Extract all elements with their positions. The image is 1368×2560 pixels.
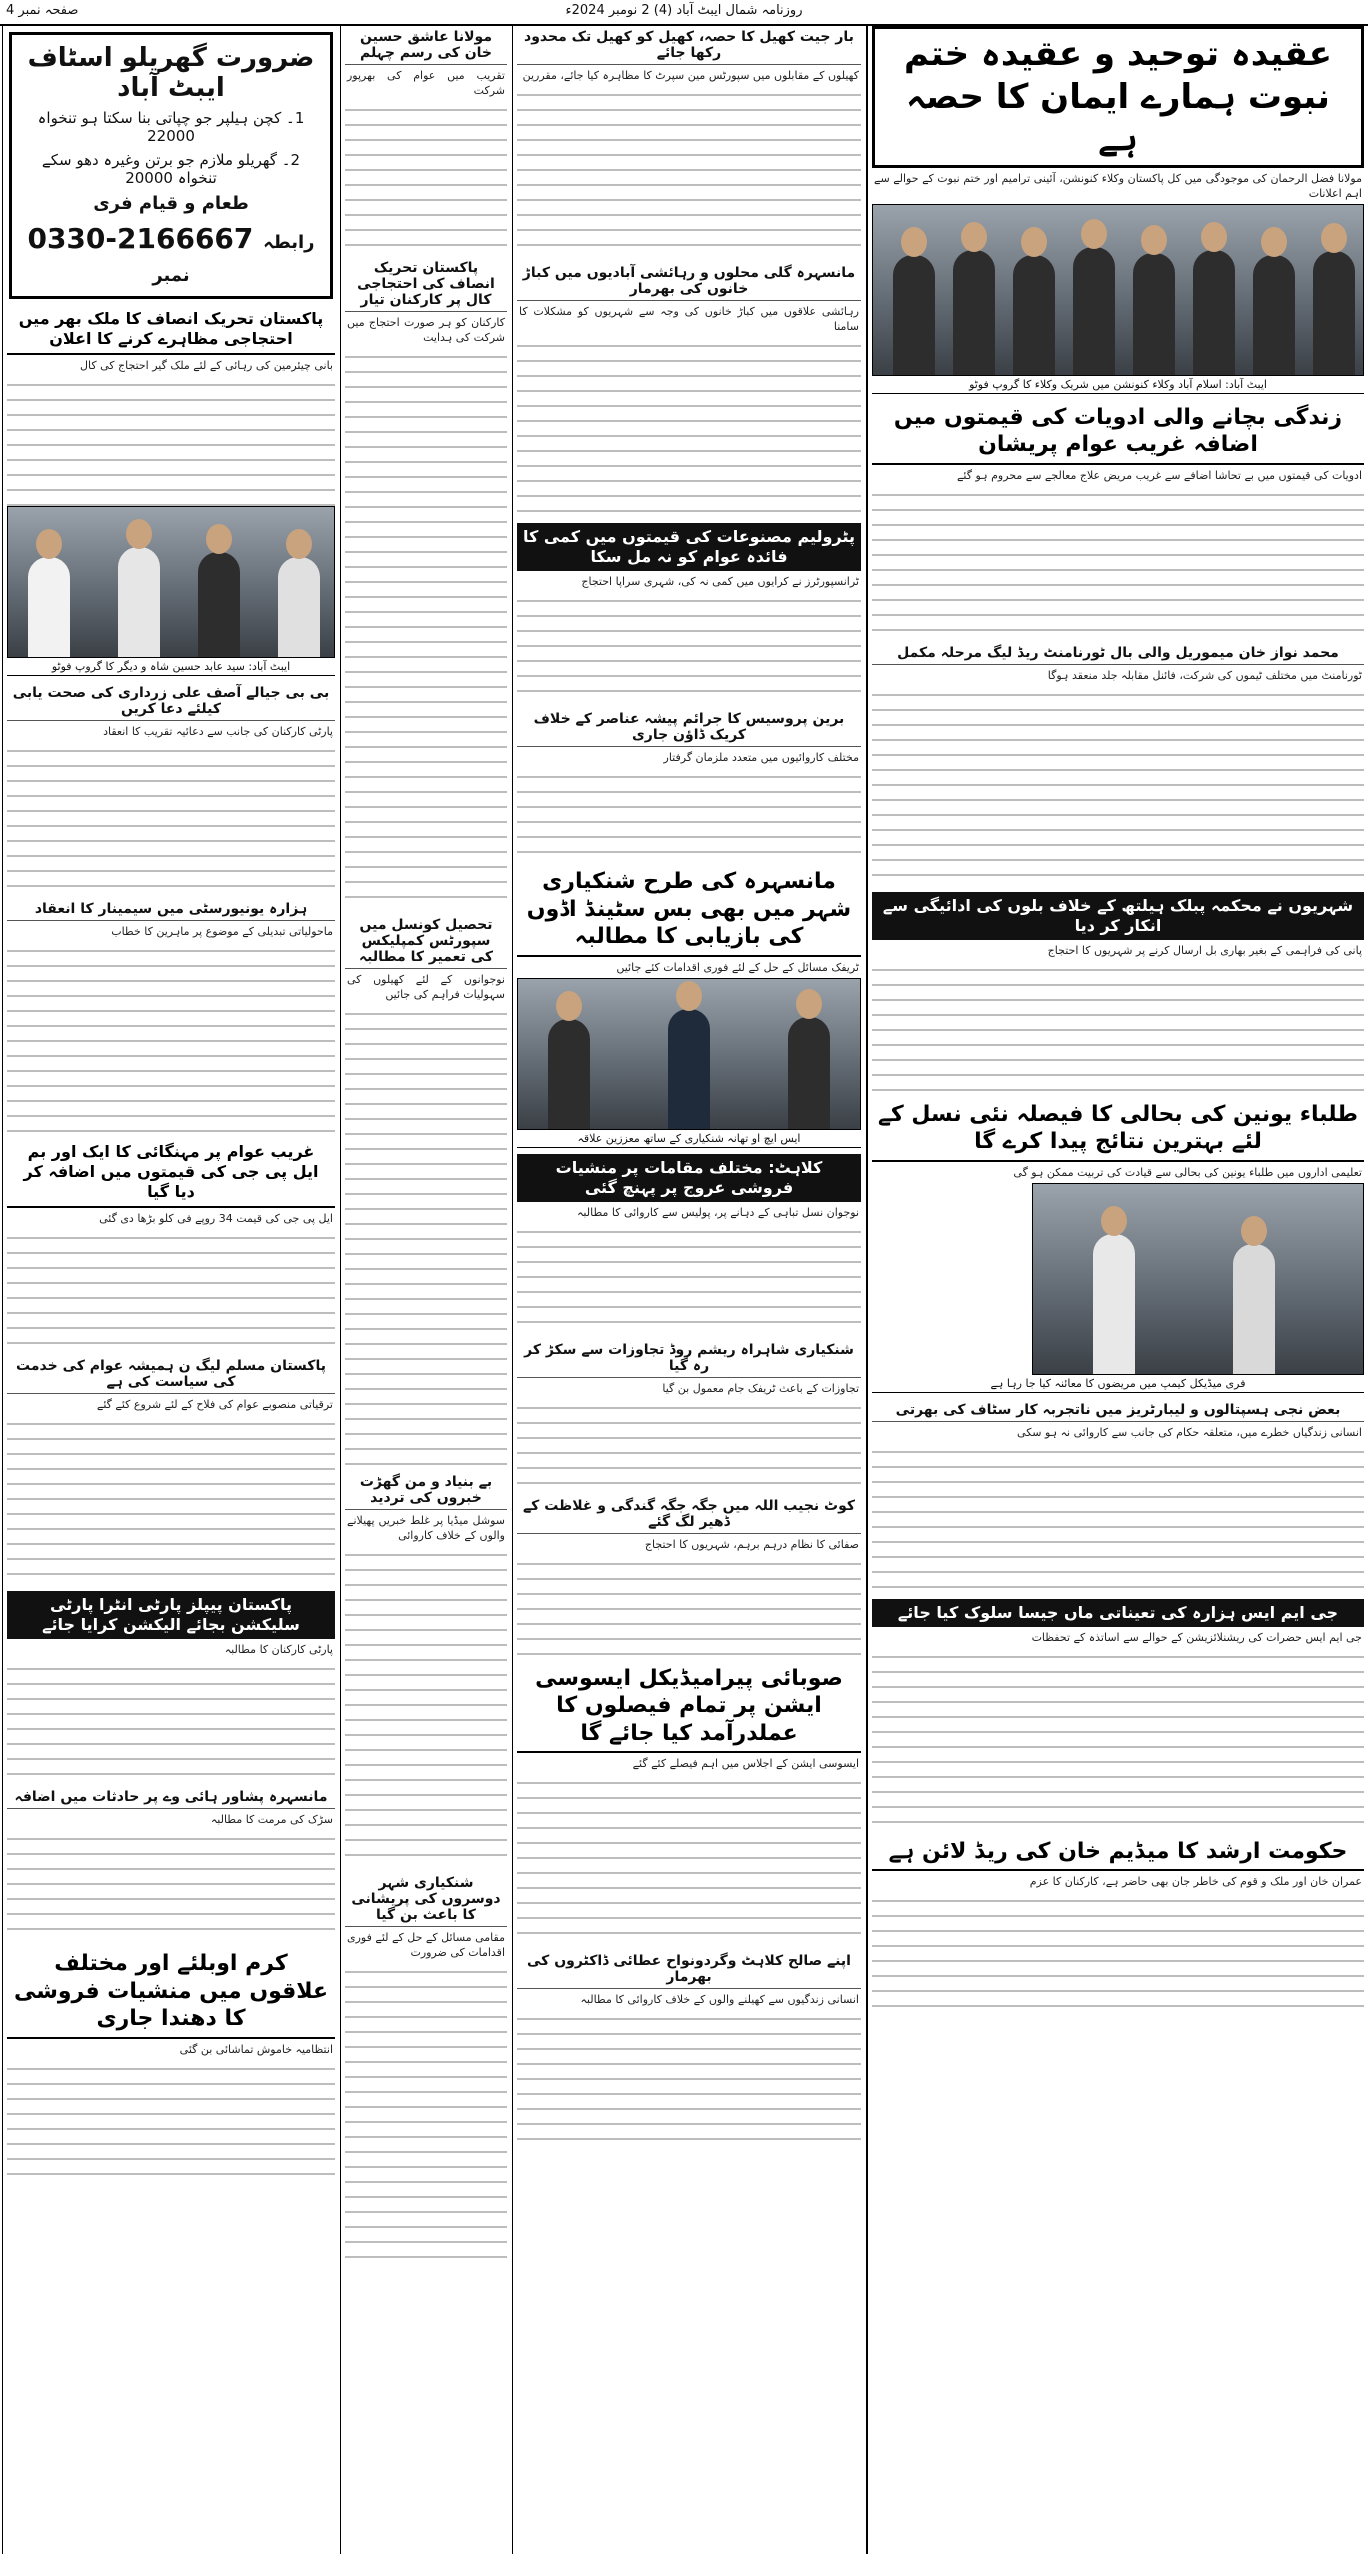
- headline: بی بی جیالے آصف علی زرداری کی صحت یابی کیلئے دعا کریں: [7, 682, 335, 721]
- article-body: پانی کی فراہمی کے بغیر بھاری بل ارسال کرنے پر شہریوں کا احتجاج: [1047, 943, 1362, 957]
- headline: پاکستان مسلم لیگ ن ہمیشہ عوام کی خدمت کی سیاست کی ہے: [7, 1355, 335, 1394]
- article-body: سڑک کی مرمت کا مطالبہ: [210, 1813, 333, 1826]
- page-header: [0, 0, 1368, 26]
- article-1: [872, 26, 1364, 394]
- headline: جی ایم ایس ہزارہ کی تعیناتی ماں جیسا سلوک کیا جائے: [872, 1599, 1364, 1627]
- ad-contact: [20, 222, 322, 288]
- headline: برین پروسیس کا جرائم پیشہ عناصر کے خلاف کریک ڈاؤن جاری: [517, 708, 861, 747]
- article-body: ایسوسی ایشن کے اجلاس میں اہم فیصلے کئے گئے: [632, 1757, 859, 1770]
- article-body: تقریب میں عوام کی بھرپور شرکت: [347, 69, 505, 97]
- article-body: مقامی مسائل کے حل کے لئے فوری اقدامات کی ضرورت: [347, 1931, 505, 1959]
- article-1: [517, 26, 861, 256]
- headline: بعض نجی ہسپتالوں و لیبارٹریز میں ناتجربہ کار سٹاف کی بھرتی: [872, 1399, 1364, 1422]
- article-3: [517, 523, 861, 702]
- article-body: رہائشی علاقوں میں کباڑ خانوں کی وجہ سے شہریوں کو مشکلات کا سامنا: [519, 305, 859, 333]
- article-2: [872, 400, 1364, 636]
- ad-title: ضرورت گھریلو اسٹاف ایبٹ آباد: [27, 43, 315, 103]
- headline: کوٹ نجیب اللہ میں جگہ جگہ گندگی و غلاظت کے ڈھیر لگ گئے: [517, 1495, 861, 1534]
- folio: صفحہ نمبر 4: [6, 3, 79, 18]
- headline: شہریوں نے محکمہ پبلک ہیلتھ کے خلاف بلوں کی ادائیگی سے انکار کر دیا: [872, 892, 1364, 940]
- article-4: [345, 1471, 507, 1866]
- headline: مولانا عاشق حسین خان کی رسم چہلم: [345, 26, 507, 65]
- article-3: [345, 914, 507, 1465]
- column-2: [512, 26, 865, 2554]
- headline: بے بنیاد و من گھڑت خبروں کی تردید: [345, 1471, 507, 1510]
- ad-line-2: 2۔ گھریلو ملازم جو برتن وغیرہ دھو سکے تنخواہ 20000: [41, 151, 301, 187]
- article-5: [7, 1355, 335, 1585]
- article-6: [872, 1399, 1364, 1593]
- headline: پاکستان پیپلز پارٹی انٹرا پارٹی سلیکشن بجائے الیکشن کرایا جائے: [7, 1591, 335, 1639]
- article-body: ترقیاتی منصوبے عوام کی فلاح کے لئے شروع کئے گئے: [96, 1398, 333, 1411]
- article-5: [517, 864, 861, 1148]
- ad-line-1: 1۔ کچن ہیلپر جو چپاتی بنا سکتا ہو تنخواہ 22000: [37, 109, 305, 145]
- photo-caption: فری میڈیکل کیمپ میں مریضوں کا معائنہ کیا جا رہا ہے: [872, 1375, 1364, 1393]
- article-body: جی ایم ایس حضرات کی ریشنلائزیشن کے حوالے سے اساتذہ کے تحفظات: [1031, 1630, 1362, 1644]
- group-photo: [872, 204, 1364, 376]
- article-6: [7, 1591, 335, 1780]
- article-body: ماحولیاتی تبدیلی کے موضوع پر ماہرین کا خطاب: [111, 925, 333, 938]
- article-8: [7, 1946, 335, 2180]
- article-3: [7, 898, 335, 1132]
- article-body: پارٹی کارکنان کا مطالبہ: [224, 1643, 333, 1656]
- photo-caption: ایبٹ آباد: سید عابد حسین شاہ و دیگر کا گروپ فوٹو: [7, 658, 335, 676]
- article-body: نوجوان نسل تباہی کے دہانے پر، پولیس سے کاروائی کا مطالبہ: [576, 1205, 859, 1219]
- article-10: [517, 1950, 861, 2150]
- headline: پاکستان تحریک انصاف کی احتجاجی کال پر کارکنان تیار: [345, 257, 507, 312]
- headline: ہزارہ یونیورسٹی میں سیمینار کا انعقاد: [7, 898, 335, 921]
- article-body: کارکنان کو ہر صورت احتجاج میں شرکت کی ہدایت: [347, 316, 505, 344]
- medical-camp-photo: [1032, 1183, 1364, 1375]
- article-body: انسانی زندگیاں خطرے میں، متعلقہ حکام کی جانب سے کاروائی نہ ہو سکی: [1017, 1425, 1362, 1439]
- column-3: [340, 26, 511, 2554]
- article-body: صفائی کا نظام درہم برہم، شہریوں کا احتجاج: [644, 1537, 859, 1551]
- article-2: [517, 262, 861, 517]
- article-body: انسانی زندگیوں سے کھیلنے والوں کے خلاف کاروائی کا مطالبہ: [580, 1993, 859, 2006]
- article-body: سوشل میڈیا پر غلط خبریں پھیلانے والوں کے خلاف کاروائی: [347, 1514, 505, 1542]
- article-8: [517, 1495, 861, 1655]
- article-body: نوجوانوں کے لئے کھیلوں کی سہولیات فراہم کی جائیں: [347, 973, 505, 1001]
- article-1: [7, 305, 335, 676]
- headline: شنکیاری شاہراہ ریشم روڈ تجاوزات سے سکڑ کر رہ گیا: [517, 1339, 861, 1378]
- dateline: روزنامہ شمال ایبٹ آباد (4) 2 نومبر 2024ء: [565, 3, 803, 18]
- article-body: انتظامیہ خاموش تماشائی بن گئی: [179, 2042, 333, 2056]
- headline: تحصیل کونسل میں سپورٹس کمپلیکس کی تعمیر کا مطالبہ: [345, 914, 507, 969]
- article-body: مختلف کاروائیوں میں متعدد ملزمان گرفتار: [663, 751, 859, 764]
- column-1: [866, 26, 1368, 2554]
- article-7: [517, 1339, 861, 1489]
- article-4: [517, 708, 861, 858]
- article-4: [872, 892, 1364, 1091]
- headline: زندگی بچانے والی ادویات کی قیمتوں میں اضافہ غریب عوام پریشان: [872, 400, 1364, 465]
- article-7: [7, 1786, 335, 1940]
- headline: مانسہرہ پشاور ہائی وے پر حادثات میں اضافہ: [7, 1786, 335, 1809]
- article-6: [517, 1154, 861, 1333]
- headline: بار جیت کھیل کا حصہ، کھیل کو کھیل تک محدود رکھا جائے: [517, 26, 861, 65]
- photo-caption: ایس ایچ او تھانہ شنکیاری کے ساتھ معززین علاقہ: [517, 1130, 861, 1148]
- ad-line-3: طعام و قیام فری: [93, 193, 249, 214]
- article-body: مولانا فضل الرحمان کی موجودگی میں کل پاکستان وکلاء کنونشن، آئینی ترامیم اور ختم نبوت کے حوالے سے اہم اعلانات: [874, 171, 1362, 200]
- article-1: [345, 26, 507, 251]
- headline: اپنے صالح کلاہٹ وگردونواح عطائی ڈاکٹروں کی بھرمار: [517, 1950, 861, 1989]
- ad-phone: 0330-2166667: [27, 222, 254, 255]
- article-body: عمران خان اور ملک و قوم کی خاطر جان بھی حاضر ہے، کارکنان کا عزم: [1029, 1875, 1362, 1888]
- article-body: پارٹی کارکنان کی جانب سے دعائیہ تقریب کا انعقاد: [103, 725, 333, 738]
- article-5: [872, 1097, 1364, 1393]
- article-9: [517, 1661, 861, 1945]
- headline: پاکستان تحریک انصاف کا ملک بھر میں احتجاجی مظاہرے کرنے کا اعلان: [7, 305, 335, 355]
- headline: کرم اوبلئے اور مختلف علاقوں میں منشیات فروشی کا دھندا جاری: [7, 1946, 335, 2039]
- headline: مانسہرہ کی طرح شنکیاری شہر میں بھی بس سٹینڈ اڈوں کی بازیابی کا مطالبہ: [517, 864, 861, 957]
- article-body: تعلیمی اداروں میں طلباء یونین کی بحالی سے قیادت کی تربیت ممکن ہو گی: [1013, 1165, 1362, 1179]
- police-photo: [517, 978, 861, 1130]
- headline: غریب عوام پر مہنگائی کا ایک اور بم ایل پی جی کی قیمتوں میں اضافہ کر دیا گیا: [7, 1138, 335, 1208]
- article-body: تجاوزات کے باعث ٹریفک جام معمول بن گیا: [662, 1381, 859, 1395]
- article-7: [872, 1599, 1364, 1828]
- headline: طلباء یونین کی بحالی کا فیصلہ نئی نسل کے لئے بہترین نتائج پیدا کرے گا: [872, 1097, 1364, 1162]
- classified-ad: [9, 32, 333, 299]
- article-body: ٹورنامنٹ میں مختلف ٹیموں کی شرکت، فائنل مقابلہ جلد منعقد ہوگا: [1047, 668, 1362, 682]
- article-body: ٹریفک مسائل کے حل کے لئے فوری اقدامات کئے جائیں: [616, 960, 859, 974]
- article-2: [7, 682, 335, 892]
- article-4: [7, 1138, 335, 1349]
- headline: مانسہرہ گلی محلوں و رہائشی آبادیوں میں کباڑ خانوں کی بھرمار: [517, 262, 861, 301]
- article-2: [345, 257, 507, 908]
- group-photo: [7, 506, 335, 658]
- headline: کلاہٹ: مختلف مقامات پر منشیات فروشی عروج پر پہنچ گئی: [517, 1154, 861, 1202]
- headline: صوبائی پیرامیڈیکل ایسوسی ایشن پر تمام فیصلوں کا عملدرآمد کیا جائے گا: [517, 1661, 861, 1754]
- headline: عقیدہ توحید و عقیدہ ختم نبوت ہمارے ایمان کا حصہ ہے: [872, 26, 1364, 168]
- article-3: [872, 642, 1364, 886]
- headline: شنکیاری شہر دوسروں کی پریشانی کا باعث بن گیا: [345, 1872, 507, 1927]
- article-body: ادویات کی قیمتوں میں بے تحاشا اضافے سے غریب مریض علاج معالجے سے محروم ہو گئے: [956, 468, 1362, 482]
- article-body: بانی چیئرمین کی رہائی کے لئے ملک گیر احتجاج کی کال: [80, 359, 333, 372]
- ad-contact-label: رابطہ نمبر: [152, 232, 315, 286]
- headline: محمد نواز خان میموریل والی بال ٹورنامنٹ ریڈ لیگ مرحلہ مکمل: [872, 642, 1364, 665]
- article-body: ایل پی جی کی قیمت 34 روپے فی کلو بڑھا دی گئی: [99, 1212, 333, 1225]
- article-body: ٹرانسپورٹرز نے کرایوں میں کمی نہ کی، شہری سراپا احتجاج: [581, 575, 859, 588]
- headline: پٹرولیم مصنوعات کی قیمتوں میں کمی کا فائدہ عوام کو نہ مل سکا: [517, 523, 861, 571]
- column-4: [2, 26, 339, 2554]
- article-8: [872, 1834, 1364, 2013]
- article-body: کھیلوں کے مقابلوں میں سپورٹس مین سپرٹ کا مظاہرہ کیا جائے، مقررین: [522, 69, 859, 82]
- headline: حکومت ارشد کا میڈیم خان کی ریڈ لائن ہے: [872, 1834, 1364, 1872]
- article-5: [345, 1872, 507, 2263]
- photo-caption: ایبٹ آباد: اسلام آباد وکلاء کنونشن میں شریک وکلاء کا گروپ فوٹو: [872, 376, 1364, 394]
